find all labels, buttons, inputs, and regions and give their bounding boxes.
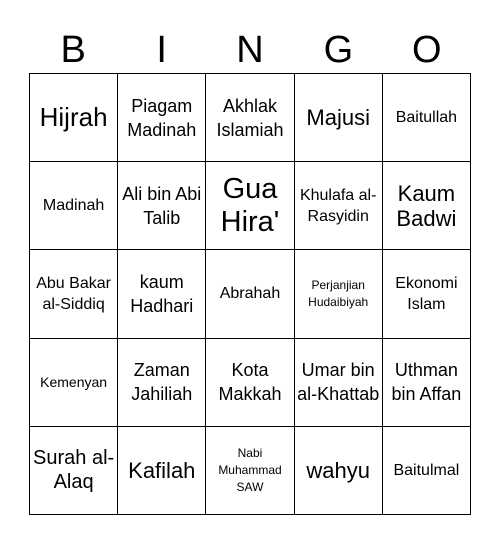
bingo-cell-r3-c4[interactable] <box>295 250 383 338</box>
cell-text: Kaum Badwi <box>396 180 457 231</box>
cell-text: Perjanjian Hudaibiyah <box>308 277 369 309</box>
cell-text: Kota Makkah <box>218 360 282 405</box>
cell-text: wahyu <box>306 457 370 483</box>
bingo-cell-r5-c2[interactable] <box>118 427 206 515</box>
cell-text: Nabi Muhammad SAW <box>218 445 282 494</box>
bingo-cell-r1-c4[interactable] <box>295 74 383 162</box>
cell-text: Ekonomi Islam <box>395 274 458 313</box>
cell-text: Baitullah <box>395 109 458 127</box>
cell-text: Surah al-Alaq <box>33 447 115 494</box>
cell-text: Akhlak Islamiah <box>216 95 284 140</box>
bingo-cell-r4-c2[interactable] <box>118 339 206 427</box>
cell-text: Hijrah <box>39 102 108 133</box>
bingo-cell-r1-c3[interactable] <box>206 74 294 162</box>
cell-text: Gua Hira' <box>220 172 280 238</box>
cell-text: Kafilah <box>128 457 196 483</box>
header-letter-b: B <box>60 29 86 71</box>
bingo-board <box>29 73 471 515</box>
cell-text: Umar bin al-Khattab <box>297 360 380 405</box>
bingo-cell-r5-c3[interactable] <box>206 427 294 515</box>
cell-text: Baitulmal <box>393 461 460 479</box>
bingo-cell-r3-c1[interactable] <box>30 250 118 338</box>
cell-text: Madinah <box>42 197 105 215</box>
header-letter-i: I <box>156 29 167 71</box>
bingo-header <box>29 26 471 74</box>
bingo-cell-r2-c1[interactable] <box>30 162 118 250</box>
bingo-cell-r1-c1[interactable] <box>30 74 118 162</box>
bingo-cell-r2-c5[interactable] <box>383 162 471 250</box>
bingo-cell-r5-c5[interactable] <box>383 427 471 515</box>
header-letter-n: N <box>236 29 264 71</box>
bingo-cell-r1-c2[interactable] <box>118 74 206 162</box>
bingo-cell-r3-c3[interactable] <box>206 250 294 338</box>
bingo-cell-r2-c3[interactable] <box>206 162 294 250</box>
header-letter-g: G <box>323 29 354 71</box>
bingo-cell-r4-c4[interactable] <box>295 339 383 427</box>
cell-text: Majusi <box>306 105 370 131</box>
cell-text: Khulafa al-Rasyidin <box>299 186 377 225</box>
bingo-cell-r3-c5[interactable] <box>383 250 471 338</box>
bingo-cell-r5-c4[interactable] <box>295 427 383 515</box>
header-letter-o: O <box>412 29 442 71</box>
bingo-cell-r5-c1[interactable] <box>30 427 118 515</box>
cell-text: Abrahah <box>219 285 281 303</box>
bingo-cell-r2-c4[interactable] <box>295 162 383 250</box>
cell-text: Piagam Madinah <box>127 95 197 140</box>
bingo-cell-r4-c3[interactable] <box>206 339 294 427</box>
bingo-cell-r4-c5[interactable] <box>383 339 471 427</box>
cell-text: Zaman Jahiliah <box>131 360 193 405</box>
bingo-cell-r1-c5[interactable] <box>383 74 471 162</box>
cell-text: Uthman bin Affan <box>391 360 462 405</box>
bingo-cell-r4-c1[interactable] <box>30 339 118 427</box>
cell-text: Kemenyan <box>40 374 108 391</box>
bingo-cell-r2-c2[interactable] <box>118 162 206 250</box>
bingo-cell-r3-c2[interactable] <box>118 250 206 338</box>
cell-text: kaum Hadhari <box>130 271 194 316</box>
cell-text: Ali bin Abi Talib <box>122 183 202 228</box>
cell-text: Abu Bakar al-Siddiq <box>36 274 111 313</box>
